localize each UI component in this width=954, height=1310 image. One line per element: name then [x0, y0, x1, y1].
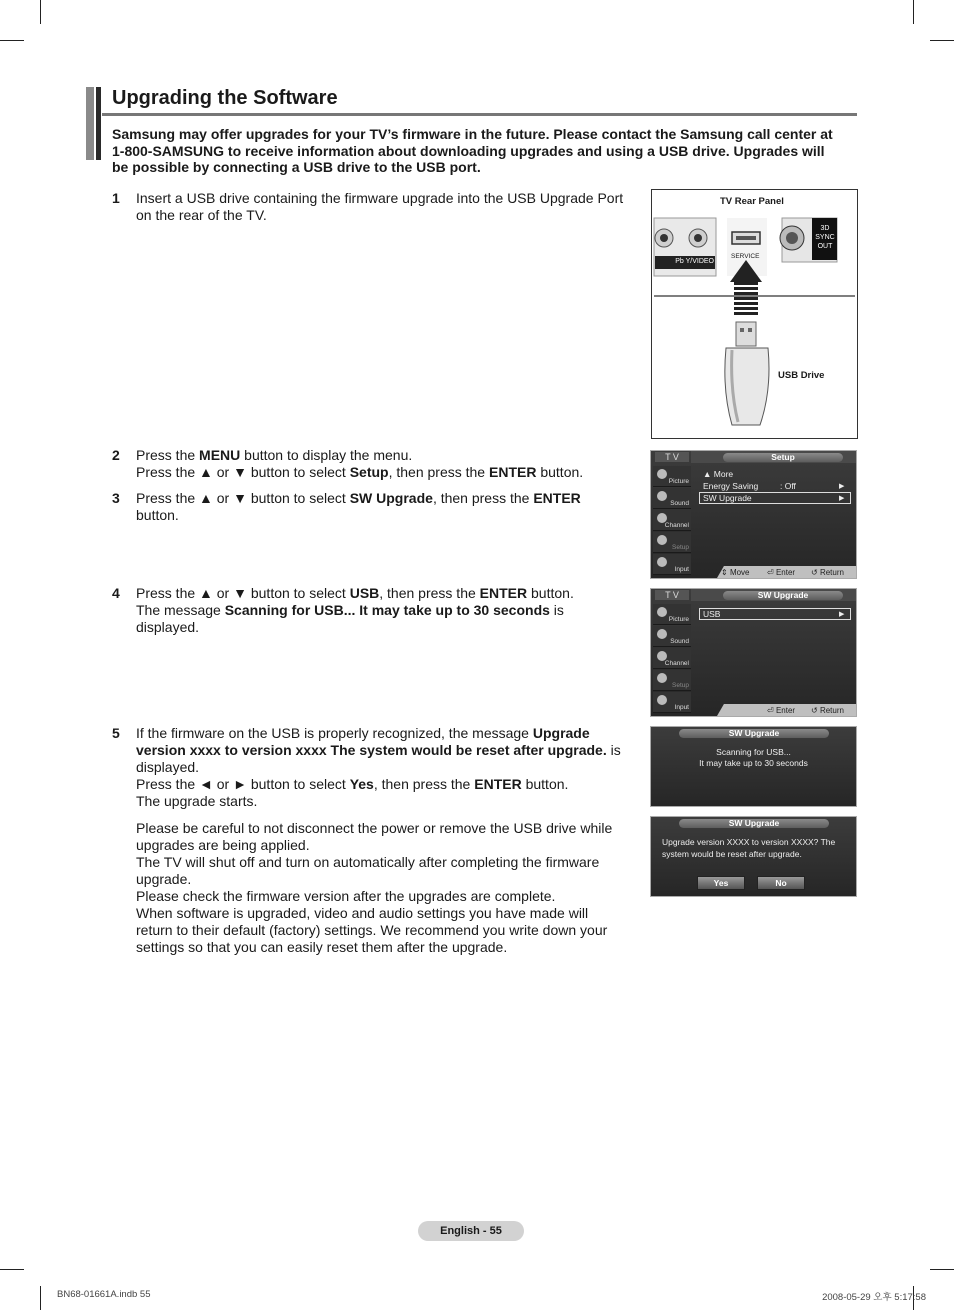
step-number: 5 — [112, 725, 120, 741]
step-keyword: ENTER — [533, 490, 581, 506]
step-keyword: Scanning for USB... It may take up to 30 seconds — [224, 602, 550, 618]
enter-icon: ⏎ — [767, 568, 774, 577]
menu-label: Channel — [664, 660, 689, 667]
menu-label: Input — [674, 704, 689, 711]
step-keyword: Upgrade version xxxx to version xxxx The system would be reset after upgrade. — [136, 725, 607, 758]
step-text: Insert a USB drive containing the firmware upgrade into the USB Upgrade Port on the rear of the TV. — [136, 190, 624, 223]
intro-paragraph: Samsung may offer upgrades for your TV’s firmware in the future. Please contact the Samsung call center at 1-800-SAMSUNG to receive information about downloading upgrades and using a USB drive. Upgrades will be possible by connecting a USB drive to the USB port. — [112, 126, 833, 175]
yes-button[interactable]: Yes — [697, 876, 745, 890]
step-number: 3 — [112, 490, 120, 506]
step-text: Press the ▲ or ▼ button to select — [136, 464, 350, 480]
right-arrow-icon: ▶ — [839, 483, 845, 490]
hint-label: Enter — [775, 568, 796, 577]
step-text: button. — [536, 464, 584, 480]
osd-confirm-line2: system would be reset after upgrade. — [662, 849, 802, 859]
crop-mark — [913, 0, 914, 24]
crop-mark — [40, 1286, 41, 1310]
no-button[interactable]: No — [757, 876, 805, 890]
title-rule — [102, 113, 857, 116]
step-text: If the firmware on the USB is properly recognized, the message — [136, 725, 533, 741]
step-text: The upgrade starts. — [136, 793, 258, 809]
step-text: Press the ◄ or ► button to select — [136, 776, 350, 792]
crop-mark — [930, 40, 954, 41]
step-keyword: ENTER — [489, 464, 537, 480]
title-accent-bars — [86, 87, 102, 160]
hint-label: Return — [819, 568, 844, 577]
step-keyword: SW Upgrade — [349, 490, 433, 506]
osd-return-hint — [811, 568, 844, 577]
step-text: button. — [521, 776, 569, 792]
osd-sw-row: SW Upgrade — [703, 493, 752, 503]
usb-drive-label: USB Drive — [778, 370, 825, 381]
crop-mark — [930, 1269, 954, 1270]
osd-header: SW Upgrade — [679, 819, 829, 828]
step-text: Press the ▲ or ▼ button to select — [136, 585, 350, 601]
setup-icon — [657, 535, 667, 545]
step-text: Press the — [136, 447, 200, 463]
step-keyword: USB — [349, 585, 380, 601]
osd-return-hint — [811, 706, 844, 715]
step-text: is displayed. — [136, 742, 621, 775]
footer-timestamp: 2008-05-29 오후 5:17:58 — [822, 1292, 926, 1303]
rear-panel-label: TV Rear Panel — [720, 196, 784, 207]
menu-label: Picture — [668, 616, 689, 623]
menu-label: Sound — [670, 500, 689, 507]
step-text: button. — [527, 585, 574, 601]
step-number: 2 — [112, 447, 120, 463]
menu-label: Input — [674, 566, 689, 573]
video-jack-label — [654, 255, 718, 269]
hint-label: Return — [819, 706, 844, 715]
right-arrow-icon: ▶ — [839, 495, 845, 502]
osd-scanning-line2: It may take up to 30 seconds — [699, 758, 808, 768]
crop-mark — [0, 1269, 24, 1270]
step-text: , then press the — [388, 464, 489, 480]
osd-scanning-line1: Scanning for USB... — [716, 747, 791, 757]
step-text: When software is upgraded, video and audio settings you have made will return to their default (factory) settings. We recommend you write down your settings so that you can easily reset them after the upgrade. — [136, 905, 608, 955]
osd-selection-box — [699, 608, 851, 620]
menu-label: Channel — [664, 522, 689, 529]
osd-enter-hint — [767, 706, 795, 715]
osd-tv-tag: T V — [655, 590, 689, 600]
page-number: English - 55 — [418, 1221, 524, 1241]
up-arrow-icon: ▲ — [703, 469, 712, 479]
step-keyword: Setup — [349, 464, 389, 480]
step-number: 4 — [112, 585, 120, 601]
picture-icon — [657, 607, 667, 617]
right-arrow-icon: ▶ — [839, 611, 845, 618]
step-text: Press the ▲ or ▼ button to select — [136, 490, 350, 506]
osd-header: Setup — [723, 453, 843, 462]
osd-row-label: More — [713, 469, 734, 479]
step-keyword: ENTER — [474, 776, 522, 792]
osd-upgrade-confirm-dialog — [650, 816, 857, 897]
sync-out-label: 3D SYNC OUT — [815, 225, 835, 250]
step-text: button to display the menu. — [240, 447, 413, 463]
footer-file: BN68-01661A.indb 55 — [57, 1289, 151, 1300]
step-keyword: MENU — [199, 447, 241, 463]
return-icon: ↺ — [811, 568, 818, 577]
step-text: , then press the — [379, 585, 480, 601]
pb-label: Pb — [675, 258, 684, 265]
osd-more-row — [703, 469, 733, 479]
enter-icon: ⏎ — [767, 706, 774, 715]
crop-mark — [40, 0, 41, 24]
osd-row-label: Energy Saving — [703, 481, 759, 491]
osd-row-value: : Off — [780, 481, 796, 491]
osd-enter-hint — [767, 568, 795, 577]
move-icon: ⇕ — [721, 568, 728, 577]
video-label: Y/VIDEO — [685, 258, 714, 265]
return-icon: ↺ — [811, 706, 818, 715]
crop-mark — [0, 40, 24, 41]
step-text: The TV will shut off and turn on automatically after completing the firmware upgrade. — [136, 854, 600, 887]
setup-icon — [657, 673, 667, 683]
step-text: button. — [136, 507, 179, 523]
menu-label: Setup — [672, 682, 689, 689]
page-title: Upgrading the Software — [112, 87, 338, 109]
osd-header: SW Upgrade — [679, 729, 829, 738]
menu-label: Sound — [670, 638, 689, 645]
osd-energy-row — [703, 481, 796, 491]
sound-icon — [657, 629, 667, 639]
step-text: , then press the — [373, 776, 475, 792]
osd-tv-tag: T V — [655, 452, 689, 462]
step-number: 1 — [112, 190, 120, 206]
menu-label: Picture — [668, 478, 689, 485]
osd-header: SW Upgrade — [723, 591, 843, 600]
sound-icon — [657, 491, 667, 501]
osd-sw-upgrade-menu — [650, 588, 857, 717]
osd-scanning-dialog — [650, 726, 857, 807]
input-icon — [657, 695, 667, 705]
osd-usb-row: USB — [703, 609, 721, 619]
step-text: Please check the firmware version after the upgrades are complete. — [136, 888, 556, 904]
step-text: The message — [136, 602, 225, 618]
step-text: is displayed. — [136, 602, 564, 635]
step-text: Please be careful to not disconnect the power or remove the USB drive while upgrades are being applied. — [136, 820, 613, 853]
picture-icon — [657, 469, 667, 479]
osd-move-hint — [721, 568, 750, 577]
osd-confirm-line1: Upgrade version XXXX to version XXXX? The — [662, 837, 836, 847]
step-keyword: Yes — [349, 776, 374, 792]
osd-setup-menu — [650, 450, 857, 579]
step-keyword: ENTER — [479, 585, 528, 601]
service-label: SERVICE — [731, 253, 760, 260]
menu-label: Setup — [672, 544, 689, 551]
rear-panel-figure — [651, 189, 858, 439]
input-icon — [657, 557, 667, 567]
hint-label: Enter — [775, 706, 796, 715]
step-text: , then press the — [432, 490, 534, 506]
hint-label: Move — [729, 568, 750, 577]
